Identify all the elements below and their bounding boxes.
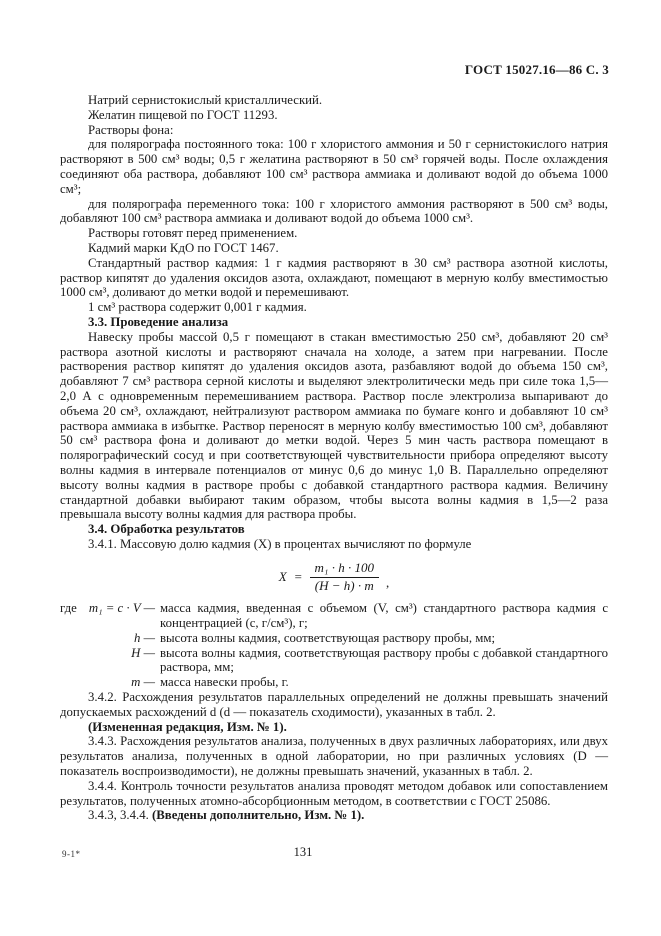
definition-term-m: m — — [131, 675, 155, 690]
paragraph-sodium-sulfite: Натрий сернистокислый кристаллический. — [88, 93, 323, 107]
paragraph-solution-content: 1 см³ раствора содержит 0,001 г кадмия. — [88, 300, 307, 315]
definition-row-h — [60, 631, 608, 646]
amendment-note-2-bold: (Введены дополнительно, Изм. № 1). — [151, 808, 365, 823]
paragraph-ac-polarograph: для полярографа переменного тока: 100 г хлористого аммония растворяют в 500 см³ воды, добавляют 100 см³ раствора аммиака и доливают водой до объема 1000 см³. — [60, 196, 608, 226]
formula-fraction — [310, 561, 379, 594]
amendment-note-2 — [60, 808, 608, 823]
definition-desc-m1: масса кадмия, введенная с объемом (V, см³) стандартного раствора кадмия с концентрацией (c, г/см³), г; — [160, 601, 608, 631]
paragraph-dc-polarograph: для полярографа постоянного тока: 100 г хлористого аммония и 50 г сернистокислого натрия растворяют в 500 см³ воды; 0,5 г желатина растворяют в 50 см³ горячей воды. После охлаждения соединяют оба раствора, добавляют 100 см³ раствора аммиака и доливают водой до объема 1000 см³; — [60, 137, 608, 196]
definition-term-H: H — — [131, 645, 155, 660]
definition-lead: где — [60, 601, 77, 616]
paragraph-3-4-3: 3.4.3. Расхождения результатов анализа, полученных в двух различных лабораториях, или двух результатов анализа, полученных в одной лаборатории, но при различных условиях (D — показатель воспроизводимости), не должны превышать значений, указанных в табл. 2. — [60, 734, 608, 779]
paragraph-cadmium-grade: Кадмий марки КдО по ГОСТ 1467. — [88, 240, 279, 255]
formula-equals-sign: = — [293, 568, 303, 584]
paragraph-gelatin: Желатин пищевой по ГОСТ 11293. — [88, 107, 278, 122]
section-3-3-heading: 3.3. Проведение анализа — [88, 314, 229, 329]
definition-desc-m: масса навески пробы, г. — [160, 675, 289, 690]
definition-row-m — [60, 675, 608, 690]
definition-desc-h: высота волны кадмия, соответствующая раствору пробы, мм; — [160, 630, 496, 645]
definition-desc-H: высота волны кадмия, соответствующая раствору пробы с добавкой стандартного раствора, мм; — [160, 645, 608, 675]
page-number: 131 — [293, 845, 313, 859]
amendment-note-1: (Измененная редакция, Изм. № 1). — [88, 719, 287, 734]
definition-term-m1: m₁ = c · V — — [88, 601, 155, 616]
formula-lhs: X — [278, 568, 287, 584]
paragraph-analysis-procedure: Навеску пробы массой 0,5 г помещают в стакан вместимостью 250 см³, добавляют 20 см³ раствора азотной кислоты и растворяют сначала на холоде, а затем при нагревании. После растворения раствор кипятят до удаления оксидов азота, разбавляют водой до объема 150 см³, добавляют 7 см³ раствора серной кислоты и выделяют электролитически медь при силе тока 1,5—2,0 А с одновременным перемешиванием раствора. Раствор после электролиза выпаривают до объема 20 см³, охлаждают, нейтрализуют раствором аммиака по бумаге конго и добавляют 10 см³ раствора аммиака в избытке. Раствор переносят в мерную колбу вместимостью 100 см³, добавляют 50 см³ раствора фона и доливают до метки водой. Через 5 мин часть раствора помещают в полярографический сосуд и при соответствующей чувствительности прибора определяют высоту волны кадмия в интервале потенциалов от минус 0,6 до минус 1,0 В. Параллельно определяют высоту волны кадмия в растворе пробы с добавкой стандартного раствора кадмия. Величину стандартной добавки выбирают таким образом, чтобы высота волны кадмия в 1,5—2 раза превышала высоту волны кадмия для раствора пробы. — [60, 329, 608, 522]
formula-trailing-comma: , — [385, 574, 390, 590]
section-3-4-heading: 3.4. Обработка результатов — [88, 522, 245, 537]
definition-row-H — [60, 646, 608, 676]
definition-row-m1 — [60, 601, 608, 631]
paragraph-3-4-2: 3.4.2. Расхождения результатов параллельных определений не должны превышать значений допускаемых расхождений d (d — показатель сходимости), указанных в табл. 2. — [60, 690, 608, 719]
amendment-note-2-prefix: 3.4.3, 3.4.4. — [88, 808, 152, 823]
page-header-gost-number: ГОСТ 15027.16—86 С. 3 — [464, 62, 609, 77]
paragraph-standard-solution: Стандартный раствор кадмия: 1 г кадмия растворяют в 30 см³ раствора азотной кислоты, раствор кипятят до удаления оксидов азота, охлаждают, помещают в мерную колбу вместимостью 1000 см³, доливают до метки водой и перемешивают. — [60, 255, 608, 300]
definition-term-h: h — — [134, 630, 155, 645]
document-body — [60, 93, 608, 823]
formula-denominator: (H − h) · m — [310, 577, 379, 594]
formula-numerator: m₁ · h · 100 — [314, 559, 374, 575]
paragraph-3-4-4: 3.4.4. Контроль точности результатов анализа проводят методом добавок или сопоставлением результатов, полученных атомно-абсорбционным методом, в соответствии с ГОСТ 25086. — [60, 778, 608, 808]
symbol-definitions-list — [60, 601, 608, 690]
paragraph-3-4-1: 3.4.1. Массовую долю кадмия (X) в процентах вычисляют по формуле — [88, 536, 472, 551]
formula-cadmium-mass-fraction — [60, 561, 608, 594]
footer-print-signature: 9-1* — [62, 849, 81, 859]
paragraph-background-solutions: Растворы фона: — [88, 122, 174, 137]
paragraph-solutions-prepared: Растворы готовят перед применением. — [88, 226, 298, 241]
